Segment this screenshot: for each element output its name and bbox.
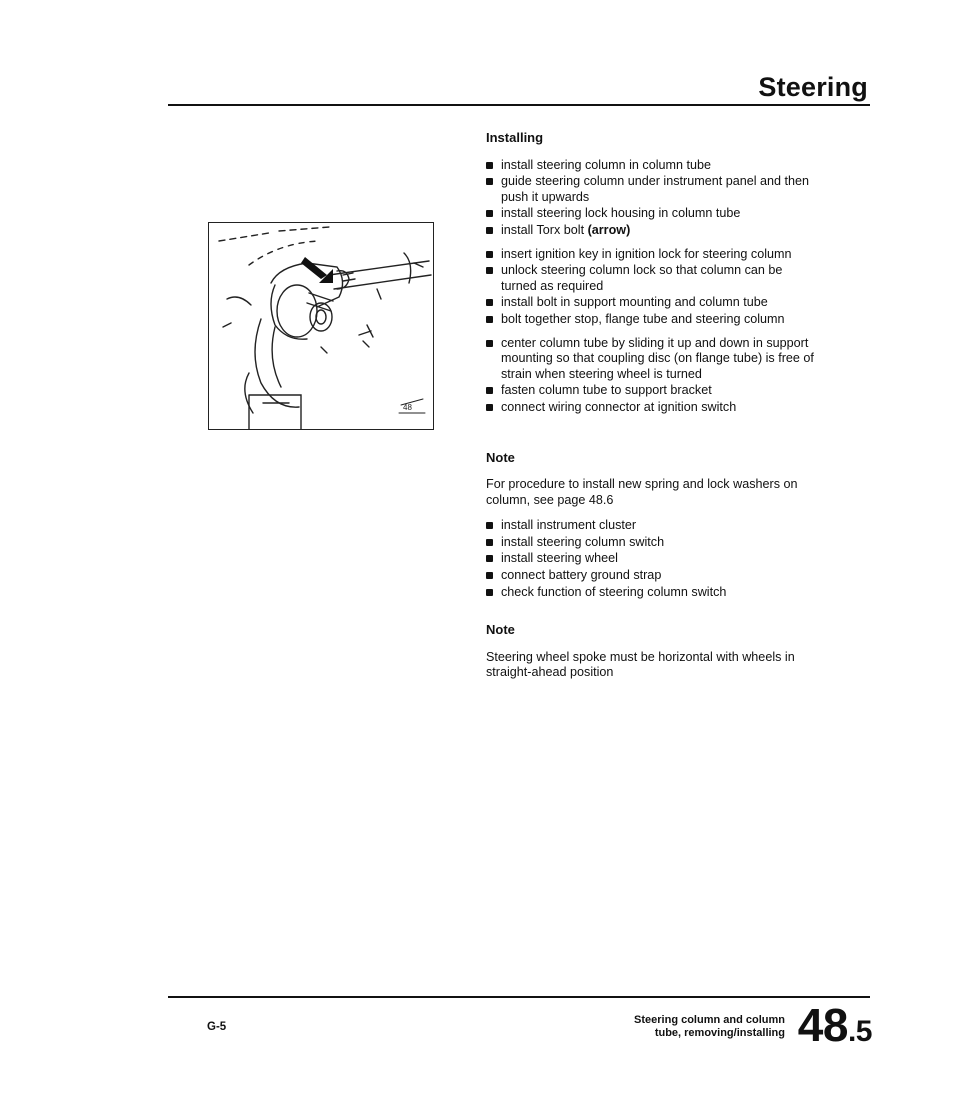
note-heading-1: Note [486, 449, 515, 465]
list-item: install steering column switch [486, 535, 816, 551]
list-item: unlock steering column lock so that column can be turned as required [486, 263, 816, 294]
section-number-main: 48 [797, 999, 848, 1051]
list-item-torx-bolt [486, 223, 816, 239]
step-group-4 [486, 518, 816, 600]
section-heading-installing: Installing [486, 130, 544, 145]
list-item: install steering wheel [486, 551, 816, 567]
footer-caption [634, 1014, 785, 1040]
list-item: install bolt in support mounting and column tube [486, 295, 816, 311]
arrow-reference: (arrow) [587, 222, 631, 237]
list-item: check function of steering column switch [486, 585, 816, 601]
list-item: center column tube by sliding it up and down in support mounting so that coupling disc (on flange tube) is free of strain when steering wheel is turned [486, 336, 816, 383]
list-item: guide steering column under instrument panel and then push it upwards [486, 174, 816, 205]
steering-column-drawing [209, 223, 433, 429]
note-text-2: Steering wheel spoke must be horizontal with wheels in straight-ahead position [486, 649, 795, 680]
list-item: connect wiring connector at ignition switch [486, 400, 816, 416]
list-item: insert ignition key in ignition lock for steering column [486, 247, 816, 263]
header-rule [168, 104, 870, 106]
torx-step-text: install Torx bolt [501, 222, 585, 237]
list-item: install instrument cluster [486, 518, 816, 534]
list-item: connect battery ground strap [486, 568, 816, 584]
page-title: Steering [758, 72, 868, 102]
footer-caption-line-2: tube, removing/installing [654, 1027, 785, 1039]
list-item: install steering column in column tube [486, 158, 816, 174]
list-item: bolt together stop, flange tube and steering column [486, 312, 816, 328]
installation-illustration [208, 222, 434, 430]
section-number [798, 1000, 872, 1057]
step-group-3 [486, 336, 816, 416]
section-number-sub: .5 [847, 1015, 872, 1048]
step-group-2 [486, 247, 816, 328]
note-text-1: For procedure to install new spring and lock washers on column, see page 48.6 [486, 477, 798, 507]
list-item: install steering lock housing in column tube [486, 206, 816, 222]
page-code: G-5 [207, 1021, 227, 1033]
procedure-content [486, 130, 816, 691]
footer-rule [168, 996, 870, 998]
note-heading-2: Note [486, 622, 515, 638]
figure-label: 48 [403, 403, 412, 412]
list-item: fasten column tube to support bracket [486, 383, 816, 399]
step-group-1 [486, 158, 816, 239]
footer-caption-line-1: Steering column and column [634, 1014, 785, 1026]
